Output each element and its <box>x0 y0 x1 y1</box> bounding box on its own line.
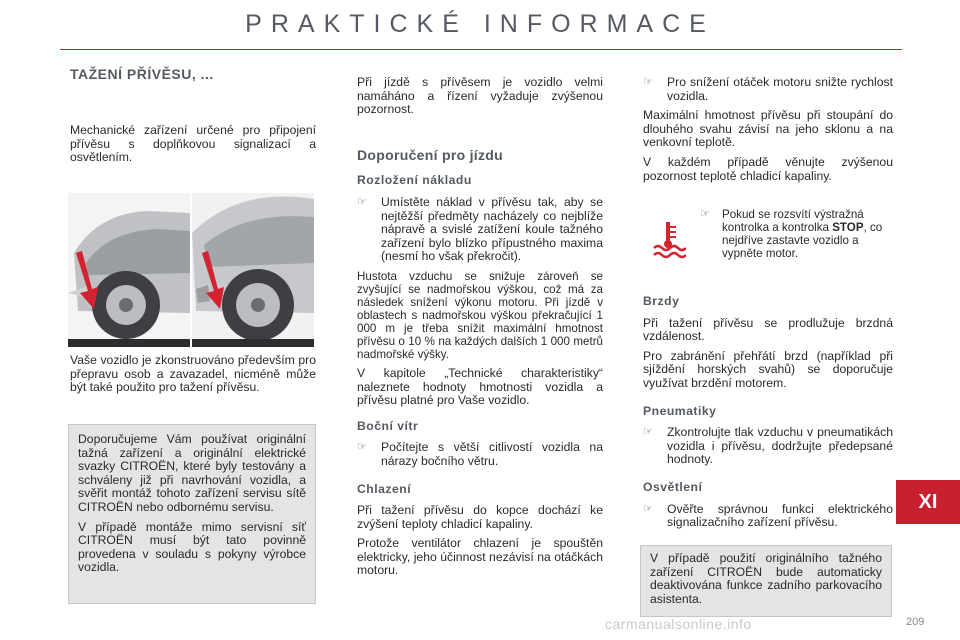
parking-assist-text: V případě použití originálního tažného zařízení CITROËN bude automaticky deaktivována funkce zadního parkovacího asistenta. <box>650 551 882 606</box>
rpm-bullet <box>643 76 893 103</box>
vehicle-purpose-text: Vaše vozidlo je zkonstruováno především pro přepravu osob a zavazadel, nicméně může být také použito pro tažení přívěsu. <box>70 353 316 395</box>
warning-notice <box>640 200 892 280</box>
recommendation-box <box>68 424 316 604</box>
coolant-temperature-warning-icon <box>650 220 686 260</box>
column-2 <box>357 76 603 584</box>
crosswind-bullet <box>357 441 603 468</box>
lighting-heading: Osvětlení <box>643 479 703 494</box>
recommendation-text-2: V případě montáže mimo servisní síť CITROËN musí být tato povinně provedena v souladu s pokyny výrobce vozidla. <box>78 519 306 575</box>
pointing-hand-icon: ☞ <box>643 76 653 88</box>
recommendation-text-1: Doporučujeme Vám používat originální tažná zařízení a originální elektrické svazky CITROËN, které byly testovány a schváleny již při navrhování vozidla, a svěřit montáž tohoto zařízení servisu sítě CITROËN nebo odbornému servisu. <box>78 432 306 514</box>
intro-text: Mechanické zařízení určené pro připojení přívěsu s doplňkovou signalizací a osvětlením. <box>70 123 316 165</box>
car-rear-illustration <box>68 193 314 347</box>
column-3 <box>643 76 893 189</box>
tyres-bullet-text: Zkontrolujte tlak vzduchu v pneumatikách vozidla i přívěsu, dodržujte předepsané hodnoty. <box>667 425 893 467</box>
crosswind-bullet-text: Počítejte s větší citlivostí vozidla na nárazy bočního větru. <box>381 440 603 468</box>
brakes-text-1: Při tažení přívěsu se prodlužuje brzdná vzdálenost. <box>643 315 893 344</box>
crosswind-heading: Boční vítr <box>357 418 419 433</box>
parking-assist-box <box>640 545 892 617</box>
column-1 <box>70 124 316 171</box>
load-bullet <box>357 196 603 264</box>
tyres-bullet <box>643 426 893 467</box>
altitude-text: Hustota vzduchu se snižuje zároveň se zvyšující se nadmořskou výškou, což má za následek snížení výkonu motoru. Při jízdě v oblastech s nadmořskou výškou překračující 1 000 m je třeba snížit maximální hmotnost přívěsu o 10 % na každých dalších 1 000 metrů nadmořské výšky. <box>357 269 603 361</box>
pointing-hand-icon: ☞ <box>643 426 653 439</box>
warning-text: Pokud se rozsvítí výstražná kontrolka a kontrolka STOP, co nejdříve zastavte vozidlo a vypněte motor. <box>722 208 883 260</box>
pointing-hand-icon: ☞ <box>357 441 367 454</box>
header-divider <box>60 49 902 50</box>
column-1-lower <box>70 354 316 401</box>
driving-intro-text: Při jízdě s přívěsem je vozidlo velmi namáháno a řízení vyžaduje zvýšenou pozornost. <box>357 75 603 117</box>
tyres-heading: Pneumatiky <box>643 403 717 418</box>
stop-label: STOP <box>832 221 864 234</box>
tow-bar-photo <box>68 193 314 347</box>
watermark: carmanualsonline.info <box>605 616 752 632</box>
driving-recommendations-heading: Doporučení pro jízdu <box>357 146 503 163</box>
lighting-bullet <box>643 503 893 530</box>
column-3-lower <box>643 295 893 536</box>
chapter-tab: XI <box>896 480 960 524</box>
section-heading: TAŽENÍ PŘÍVĚSU, ... <box>70 66 214 82</box>
load-bullet-text: Umístěte náklad v přívěsu tak, aby se nejtěžší předměty nacházely co nejblíže nápravě a svislé zatížení koule tažného zařízení bylo blízko přípustného maxima (nesmí ho však překročit). <box>381 194 603 264</box>
page-number: 209 <box>906 616 925 628</box>
cooling-text-1: Při tažení přívěsu do kopce dochází ke zvýšení teploty chladicí kapaliny. <box>357 503 603 531</box>
cooling-text-2: Protože ventilátor chlazení je spouštěn elektricky, jeho účinnost nezávisí na otáčkách motoru. <box>357 536 603 578</box>
pointing-hand-icon: ☞ <box>700 208 710 220</box>
rpm-bullet-text: Pro snížení otáček motoru snižte rychlost vozidla. <box>667 75 893 103</box>
load-distribution-heading: Rozložení nákladu <box>357 173 472 188</box>
pointing-hand-icon: ☞ <box>643 502 653 515</box>
brakes-text-2: Pro zabránění přehřátí brzd (například při sjíždění horských svahů) se doporučuje využívat brzdění motorem. <box>643 348 893 390</box>
pointing-hand-icon: ☞ <box>357 195 367 208</box>
brakes-heading: Brzdy <box>643 294 680 308</box>
lighting-bullet-text: Ověřte správnou funkci elektrického signalizačního zařízení přívěsu. <box>667 501 893 530</box>
technical-specs-text: V kapitole „Technické charakteristiky“ naleznete hodnoty hmotnosti vozidla a přívěsu platné pro Vaše vozidlo. <box>357 365 603 408</box>
cooling-heading: Chlazení <box>357 481 412 496</box>
coolant-attention-text: V každém případě věnujte zvýšenou pozornost teplotě chladicí kapaliny. <box>643 154 893 183</box>
page-title: PRAKTICKÉ INFORMACE <box>245 10 715 38</box>
max-trailer-weight-text: Maximální hmotnost přívěsu při stoupání do dlouhého svahu závisí na jeho sklonu a na venkovní teplotě. <box>643 108 893 150</box>
